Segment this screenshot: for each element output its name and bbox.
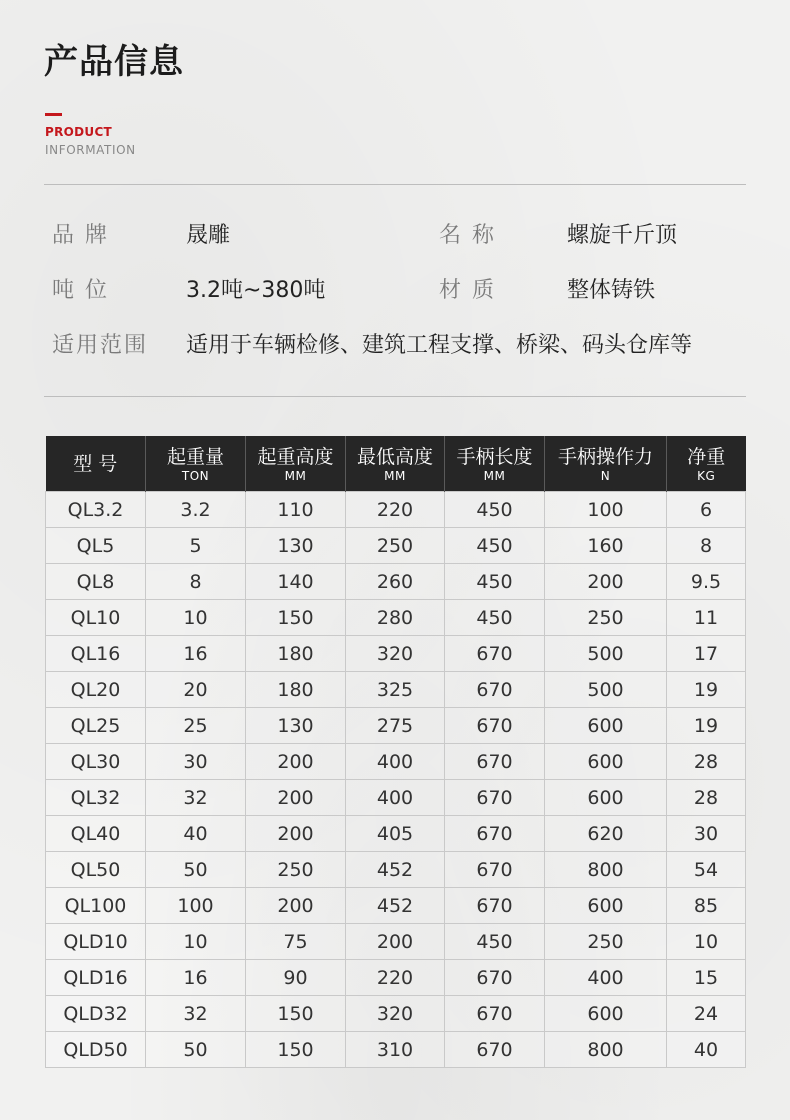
accent-bar (45, 113, 62, 116)
table-cell: 200 (545, 564, 667, 600)
subtitle-product: PRODUCT (45, 125, 113, 139)
table-cell: 800 (545, 1032, 667, 1068)
table-cell: 250 (545, 600, 667, 636)
spec-table (45, 436, 746, 1068)
table-cell: 310 (346, 1032, 445, 1068)
table-cell: 670 (445, 1032, 545, 1068)
table-cell: 600 (545, 996, 667, 1032)
table-cell: 400 (346, 744, 445, 780)
table-cell: 75 (246, 924, 346, 960)
table-cell: QL30 (46, 744, 146, 780)
table-row (46, 708, 746, 744)
table-cell: 100 (146, 888, 246, 924)
table-body (46, 492, 746, 1068)
table-cell: 50 (146, 1032, 246, 1068)
column-header-title: 手柄操作力 (557, 445, 653, 468)
table-cell: 600 (545, 888, 667, 924)
table-cell: QL40 (46, 816, 146, 852)
table-cell: 200 (346, 924, 445, 960)
table-cell: 85 (667, 888, 746, 924)
table-cell: 670 (445, 708, 545, 744)
table-row (46, 780, 746, 816)
table-cell: 130 (246, 528, 346, 564)
table-cell: 30 (146, 744, 246, 780)
table-cell: 200 (246, 780, 346, 816)
table-cell: QL10 (46, 600, 146, 636)
table-cell: QL3.2 (46, 492, 146, 528)
column-header-title: 净重 (687, 445, 726, 468)
column-header (667, 436, 746, 492)
table-cell: 500 (545, 672, 667, 708)
table-cell: 450 (445, 564, 545, 600)
table-cell: 16 (146, 960, 246, 996)
table-cell: 600 (545, 780, 667, 816)
table-cell: 452 (346, 888, 445, 924)
table-cell: 450 (445, 600, 545, 636)
table-cell: 400 (545, 960, 667, 996)
table-cell: 30 (667, 816, 746, 852)
name-value: 螺旋千斤顶 (567, 223, 678, 248)
page-title: 产品信息 (44, 42, 184, 82)
table-cell: 670 (445, 996, 545, 1032)
table-cell: 670 (445, 960, 545, 996)
column-header-title: 手柄长度 (456, 445, 533, 468)
table-cell: 110 (246, 492, 346, 528)
table-cell: 150 (246, 1032, 346, 1068)
table-cell: 10 (146, 924, 246, 960)
column-header (346, 436, 445, 492)
table-cell: 280 (346, 600, 445, 636)
brand-value: 晟雕 (186, 223, 231, 248)
table-cell: 500 (545, 636, 667, 672)
table-cell: 15 (667, 960, 746, 996)
table-cell: 670 (445, 744, 545, 780)
table-cell: 200 (246, 744, 346, 780)
table-cell: 150 (246, 600, 346, 636)
column-header-unit: KG (697, 468, 716, 483)
table-cell: QLD50 (46, 1032, 146, 1068)
table-cell: 17 (667, 636, 746, 672)
divider-top (44, 184, 746, 185)
table-cell: 150 (246, 996, 346, 1032)
table-cell: 670 (445, 636, 545, 672)
table-cell: 8 (667, 528, 746, 564)
table-cell: 24 (667, 996, 746, 1032)
column-header-unit: MM (284, 468, 307, 483)
column-header (445, 436, 545, 492)
table-row (46, 600, 746, 636)
table-cell: 10 (146, 600, 246, 636)
table-row (46, 492, 746, 528)
material-value: 整体铸铁 (567, 278, 656, 303)
table-cell: 50 (146, 852, 246, 888)
table-row (46, 744, 746, 780)
table-cell: 140 (246, 564, 346, 600)
table-row (46, 528, 746, 564)
table-cell: 10 (667, 924, 746, 960)
table-cell: 250 (545, 924, 667, 960)
column-header-title: 最低高度 (356, 445, 433, 468)
table-cell: 405 (346, 816, 445, 852)
name-label: 名 称 (439, 223, 496, 248)
table-cell: 800 (545, 852, 667, 888)
column-header-unit: MM (384, 468, 406, 483)
table-cell: 8 (146, 564, 246, 600)
table-cell: 452 (346, 852, 445, 888)
table-cell: QL5 (46, 528, 146, 564)
column-header (246, 436, 346, 492)
table-cell: 320 (346, 996, 445, 1032)
table-cell: QL50 (46, 852, 146, 888)
usage-label: 适用范围 (52, 333, 149, 358)
table-row (46, 924, 746, 960)
table-cell: 450 (445, 528, 545, 564)
table-cell: 160 (545, 528, 667, 564)
table-row (46, 672, 746, 708)
table-cell: 54 (667, 852, 746, 888)
table-cell: 40 (146, 816, 246, 852)
table-cell: 320 (346, 636, 445, 672)
column-header-unit: TON (181, 468, 210, 483)
table-cell: 250 (246, 852, 346, 888)
table-row (46, 1032, 746, 1068)
table-cell: 180 (246, 672, 346, 708)
table-cell: 600 (545, 744, 667, 780)
table-cell: 275 (346, 708, 445, 744)
table-cell: 40 (667, 1032, 746, 1068)
table-cell: 11 (667, 600, 746, 636)
table-cell: QL25 (46, 708, 146, 744)
table-cell: QL20 (46, 672, 146, 708)
table-cell: 32 (146, 780, 246, 816)
table-cell: 450 (445, 492, 545, 528)
table-cell: 325 (346, 672, 445, 708)
table-row (46, 996, 746, 1032)
table-cell: QLD32 (46, 996, 146, 1032)
table-row (46, 888, 746, 924)
brand-label: 品 牌 (52, 223, 109, 248)
table-cell: 200 (246, 816, 346, 852)
table-cell: 450 (445, 924, 545, 960)
material-label: 材 质 (439, 278, 496, 303)
table-row (46, 636, 746, 672)
table-cell: 20 (146, 672, 246, 708)
table-row (46, 816, 746, 852)
table-cell: 670 (445, 888, 545, 924)
table-cell: 670 (445, 816, 545, 852)
subtitle-information: INFORMATION (45, 143, 136, 157)
table-row (46, 564, 746, 600)
column-header-title: 型 号 (73, 452, 118, 475)
table-cell: QL16 (46, 636, 146, 672)
table-cell: 400 (346, 780, 445, 816)
table-cell: 620 (545, 816, 667, 852)
column-header (46, 436, 146, 492)
table-cell: 220 (346, 960, 445, 996)
table-cell: 6 (667, 492, 746, 528)
table-cell: QL32 (46, 780, 146, 816)
column-header-title: 起重量 (166, 445, 224, 468)
table-cell: 5 (146, 528, 246, 564)
column-header-unit: N (600, 468, 611, 483)
divider-bottom (44, 396, 746, 397)
table-cell: 600 (545, 708, 667, 744)
table-header-row (46, 436, 746, 492)
table-cell: 90 (246, 960, 346, 996)
table-cell: 19 (667, 708, 746, 744)
table-cell: QLD10 (46, 924, 146, 960)
table-cell: 9.5 (667, 564, 746, 600)
table-cell: 32 (146, 996, 246, 1032)
table-cell: 670 (445, 780, 545, 816)
table-cell: 130 (246, 708, 346, 744)
column-header-unit: MM (483, 468, 506, 483)
table-cell: 28 (667, 780, 746, 816)
usage-value: 适用于车辆检修、建筑工程支撑、桥梁、码头仓库等 (186, 333, 693, 358)
table-cell: 220 (346, 492, 445, 528)
table-cell: QL100 (46, 888, 146, 924)
table-cell: 3.2 (146, 492, 246, 528)
table-cell: 25 (146, 708, 246, 744)
table-cell: 16 (146, 636, 246, 672)
table-row (46, 852, 746, 888)
table-cell: 260 (346, 564, 445, 600)
table-cell: 180 (246, 636, 346, 672)
table-cell: QL8 (46, 564, 146, 600)
table-cell: 28 (667, 744, 746, 780)
table-cell: 100 (545, 492, 667, 528)
table-cell: QLD16 (46, 960, 146, 996)
column-header (146, 436, 246, 492)
column-header-title: 起重高度 (257, 445, 334, 468)
table-cell: 19 (667, 672, 746, 708)
table-cell: 250 (346, 528, 445, 564)
capacity-value: 3.2吨~380吨 (186, 278, 326, 303)
table-row (46, 960, 746, 996)
table-cell: 670 (445, 852, 545, 888)
capacity-label: 吨 位 (52, 278, 109, 303)
table-cell: 670 (445, 672, 545, 708)
table-cell: 200 (246, 888, 346, 924)
column-header (545, 436, 667, 492)
